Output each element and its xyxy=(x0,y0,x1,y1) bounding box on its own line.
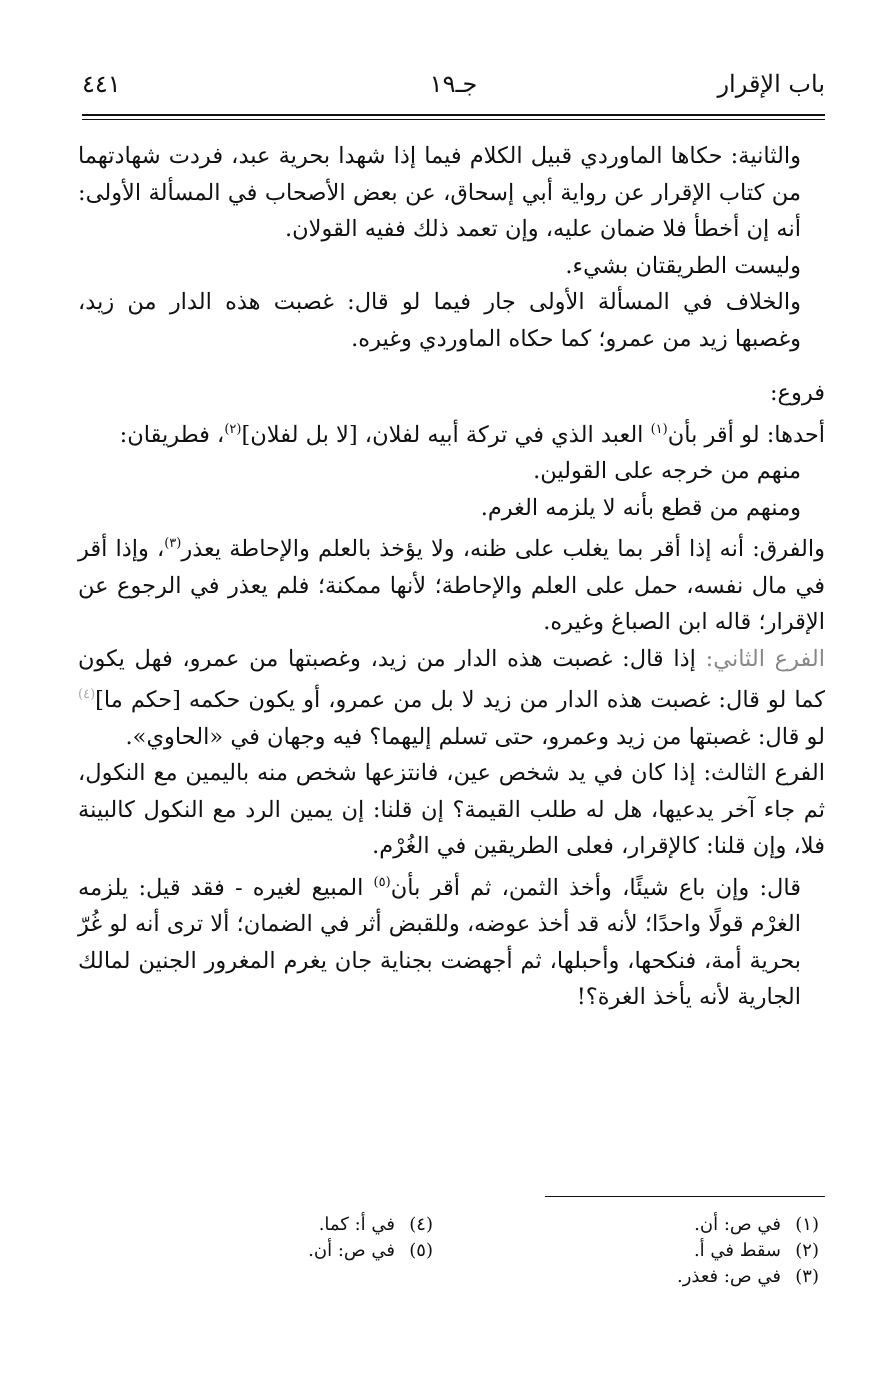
paragraph: الفرع الثالث: إذا كان في يد شخص عين، فانتزعها شخص منه باليمين مع النكول، ثم جاء آخر يدعيها، هل له طلب القيمة؟ إن قلنا: إن يمين الرد مع النكول كالبينة فلا، وإن قلنا: كالإقرار، فعلى الطريقين في الغُرْم. xyxy=(78,760,825,859)
subsection-lead: الفرع الثاني: xyxy=(705,645,825,672)
footnote-marker: (٢) xyxy=(224,421,242,437)
running-header xyxy=(82,70,825,110)
paragraph xyxy=(78,412,825,454)
footnote-text: في ص: أن. xyxy=(694,1214,781,1235)
text-run: المبيع لغيره - فقد قيل: يلزمه الغرْم قولًا واحدًا؛ لأنه قد أخذ عوضه، وللقبض أثر في الضمان؛ ألا ترى أنه لو غُرّ بحرية أمة، فنكحها، وأحبلها، ثم أجهضت بجناية جان يغرم المغرور الجنين لمالك الجارية لأنه يأخذ الغرة؟! xyxy=(78,874,801,1010)
text-run: قال: وإن باع شيئًا، وأخذ الثمن، ثم أقر بأن xyxy=(390,874,801,901)
volume-label: جـ١٩ xyxy=(429,70,478,98)
paragraph: وليست الطريقتان بشيء. xyxy=(565,252,801,279)
paragraph xyxy=(78,641,825,756)
section-heading: فروع: xyxy=(769,380,825,406)
paragraph: والثانية: حكاها الماوردي قبيل الكلام فيما إذا شهدا بحرية عبد، فردت شهادتهما من كتاب الإقرار عن رواية أبي إسحاق، عن بعض الأصحاب في المسألة الأولى: أنه إن أخطأ فلا ضمان عليه، وإن تعمد ذلك ففيه القولان. xyxy=(78,143,801,242)
text-run: أحدها: لو أقر بأن xyxy=(667,421,825,448)
text-run: العبد الذي في تركة أبيه لفلان، [لا بل لفلان] xyxy=(241,421,651,448)
header-rule-thin xyxy=(82,119,825,120)
text-run: ، فطريقان: xyxy=(119,421,225,448)
footnote xyxy=(519,1212,819,1238)
page-number: ٤٤١ xyxy=(82,70,121,98)
footnote-separator xyxy=(545,1196,825,1197)
footnote xyxy=(133,1238,433,1264)
footnote-number: (٢) xyxy=(795,1240,819,1261)
footnote-text: في ص: فعذر. xyxy=(676,1266,781,1287)
footnote-marker: (١) xyxy=(650,421,668,437)
footnotes-column-right xyxy=(519,1212,819,1290)
footnote-text: في أ: كما. xyxy=(318,1214,395,1235)
paragraph: والخلاف في المسألة الأولى جار فيما لو قال: غصبت هذه الدار من زيد، وغصبها زيد من عمرو؛ كما حكاه الماوردي وغيره. xyxy=(78,289,801,352)
footnote-number: (١) xyxy=(795,1214,819,1235)
text-run: والفرق: أنه إذا أقر بما يغلب على ظنه، ولا يؤخذ بالعلم والإحاطة يعذر xyxy=(181,536,825,562)
footnote-marker: (٥) xyxy=(373,874,391,890)
footnote-marker: (٤) xyxy=(78,687,96,702)
paragraph xyxy=(78,526,825,641)
footnote-text: سقط في أ. xyxy=(693,1240,781,1261)
paragraph xyxy=(78,865,825,1016)
header-rule-thick xyxy=(82,114,825,116)
main-text xyxy=(78,138,825,1016)
text-run: إذا قال: غصبت هذه الدار من زيد، وغصبتها من عمرو، فهل يكون كما لو قال: غصبت هذه الدار من زيد لا بل من عمرو، أو يكون حكمه [حكم ما] xyxy=(78,645,825,713)
footnote xyxy=(133,1212,433,1238)
footnotes-column-left xyxy=(133,1212,433,1264)
footnote xyxy=(519,1264,819,1290)
footnote-marker: (٣) xyxy=(164,536,182,551)
text-run: لو قال: غصبتها من زيد وعمرو، حتى تسلم إليهما؟ فيه وجهان في «الحاوي». xyxy=(125,723,825,750)
footnote-text: في ص: أن. xyxy=(308,1240,395,1261)
footnote xyxy=(519,1238,819,1264)
chapter-title: باب الإقرار xyxy=(717,70,825,98)
footnote-number: (٤) xyxy=(409,1214,433,1235)
paragraph: ومنهم من قطع بأنه لا يلزمه الغرم. xyxy=(480,494,801,521)
footnote-number: (٣) xyxy=(795,1266,819,1287)
paragraph: منهم من خرجه على القولين. xyxy=(533,458,801,484)
footnote-number: (٥) xyxy=(409,1240,433,1261)
text-run: ، وإذا أقر في مال نفسه، حمل على العلم والإحاطة؛ لأنها ممكنة؛ فلم يعذر في الرجوع عن الإقرار؛ قاله ابن الصباغ وغيره. xyxy=(78,536,825,635)
